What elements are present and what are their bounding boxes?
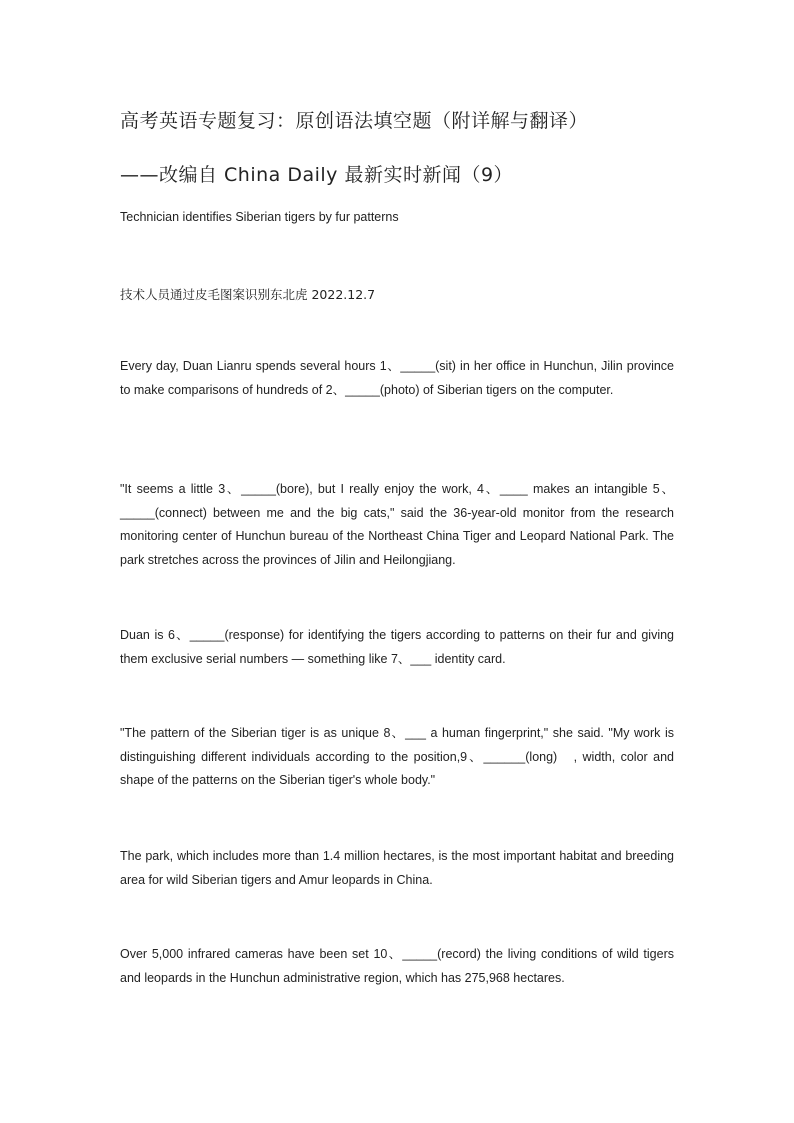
paragraph-1: Every day, Duan Lianru spends several hours 1、_____(sit) in her office in Hunchun, Jilin province to make comparisons of hundreds of 2、_____(photo) of Siberian tigers on the computer.: [120, 359, 674, 397]
article-english-title: Technician identifies Siberian tigers by fur patterns: [120, 210, 399, 224]
article-chinese-title: 技术人员通过皮毛图案识别东北虎 2022.12.7: [120, 287, 376, 302]
page-subtitle: ——改编自 China Daily 最新实时新闻（9）: [120, 164, 514, 186]
page-title: 高考英语专题复习：原创语法填空题（附详解与翻译）: [120, 110, 589, 132]
paragraph-5: The park, which includes more than 1.4 million hectares, is the most important habitat and breeding area for wild Siberian tigers and Amur leopards in China.: [120, 849, 674, 887]
paragraph-6: Over 5,000 infrared cameras have been set 10、_____(record) the living conditions of wild tigers and leopards in the Hunchun administrative region, which has 275,968 hectares.: [120, 947, 674, 985]
paragraph-3: Duan is 6、_____(response) for identifying the tigers according to patterns on their fur and giving them exclusive serial numbers — something like 7、___ identity card.: [120, 628, 674, 666]
paragraph-2: "It seems a little 3、_____(bore), but I really enjoy the work, 4、____ makes an intangible 5、_____(connect) between me and the big cats," said the 36-year-old monitor from the research monitoring center of Hunchun bureau of the Northeast China Tiger and Leopard National Park. The park stretches across the provinces of Jilin and Heilongjiang.: [120, 482, 674, 567]
paragraph-4: "The pattern of the Siberian tiger is as unique 8、___ a human fingerprint," she said. "My work is distinguishing different individuals according to the position,9、______(long) , width, color and shape of the patterns on the Siberian tiger's whole body.": [120, 726, 674, 787]
